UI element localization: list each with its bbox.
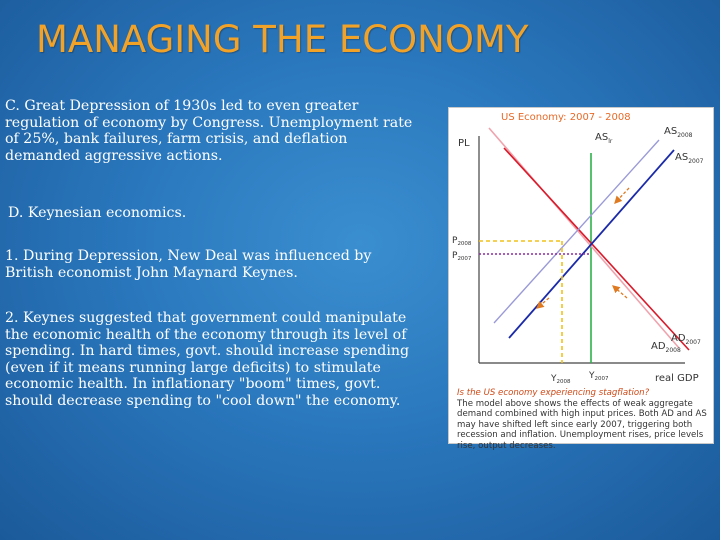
y-axis-label: PL: [458, 138, 470, 149]
p2007-label: $P_{2007}$: [452, 251, 472, 262]
as-2007-curve: [504, 148, 689, 350]
caption-text: The model above shows the effects of weak aggregate demand combined with high input prices. Both AD and AS may have shifted left since early 2007, triggering both recession and inflation. Unemployment rises, price levels rise, output decreases.: [457, 398, 707, 451]
paragraph-d: D. Keynesian economics.: [8, 205, 187, 221]
as-2008-curve: [489, 128, 679, 348]
paragraph-c: C. Great Depression of 1930s led to even greater regulation of economy by Congress. Unemployment rate of 25%, bank failures, farm crisis, and deflation demanded aggressive actions.: [5, 98, 413, 164]
slide-title: MANAGING THE ECONOMY: [36, 18, 529, 61]
as-lr-label: $AS_{lr}$: [595, 132, 613, 145]
paragraph-2: 2. Keynes suggested that government could manipulate the economic health of the economy through its level of spending. In hard times, govt. should increase spending (even if it means running large deficits) to stimulate economic health. In inflationary "boom" times, govt. should decrease spending to "cool down" the economy.: [5, 310, 410, 409]
as-shift-arrow-top: [615, 188, 629, 203]
slide-body: [5, 98, 420, 409]
caption-question: Is the US economy experiencing stagflation?: [457, 388, 650, 398]
diagram-title: US Economy: 2007 - 2008: [501, 112, 631, 123]
x-axis-label: real GDP: [655, 373, 699, 384]
y2007-label: $Y_{2007}$: [589, 371, 609, 382]
ad-shift-arrow: [613, 286, 627, 298]
ad-2008-label: $AD_{2008}$: [651, 341, 681, 354]
as-2007-label: $AS_{2007}$: [675, 152, 704, 165]
ad-2007-label: $AD_{2007}$: [671, 333, 701, 346]
p2008-label: $P_{2008}$: [452, 236, 472, 247]
diagram-caption: [457, 388, 709, 452]
paragraph-1: 1. During Depression, New Deal was influenced by British economist John Maynard Keynes.: [5, 248, 372, 281]
as-2008-label: $AS_{2008}$: [664, 126, 693, 139]
y2008-label: $Y_{2008}$: [551, 374, 571, 385]
economy-diagram: [448, 107, 714, 451]
